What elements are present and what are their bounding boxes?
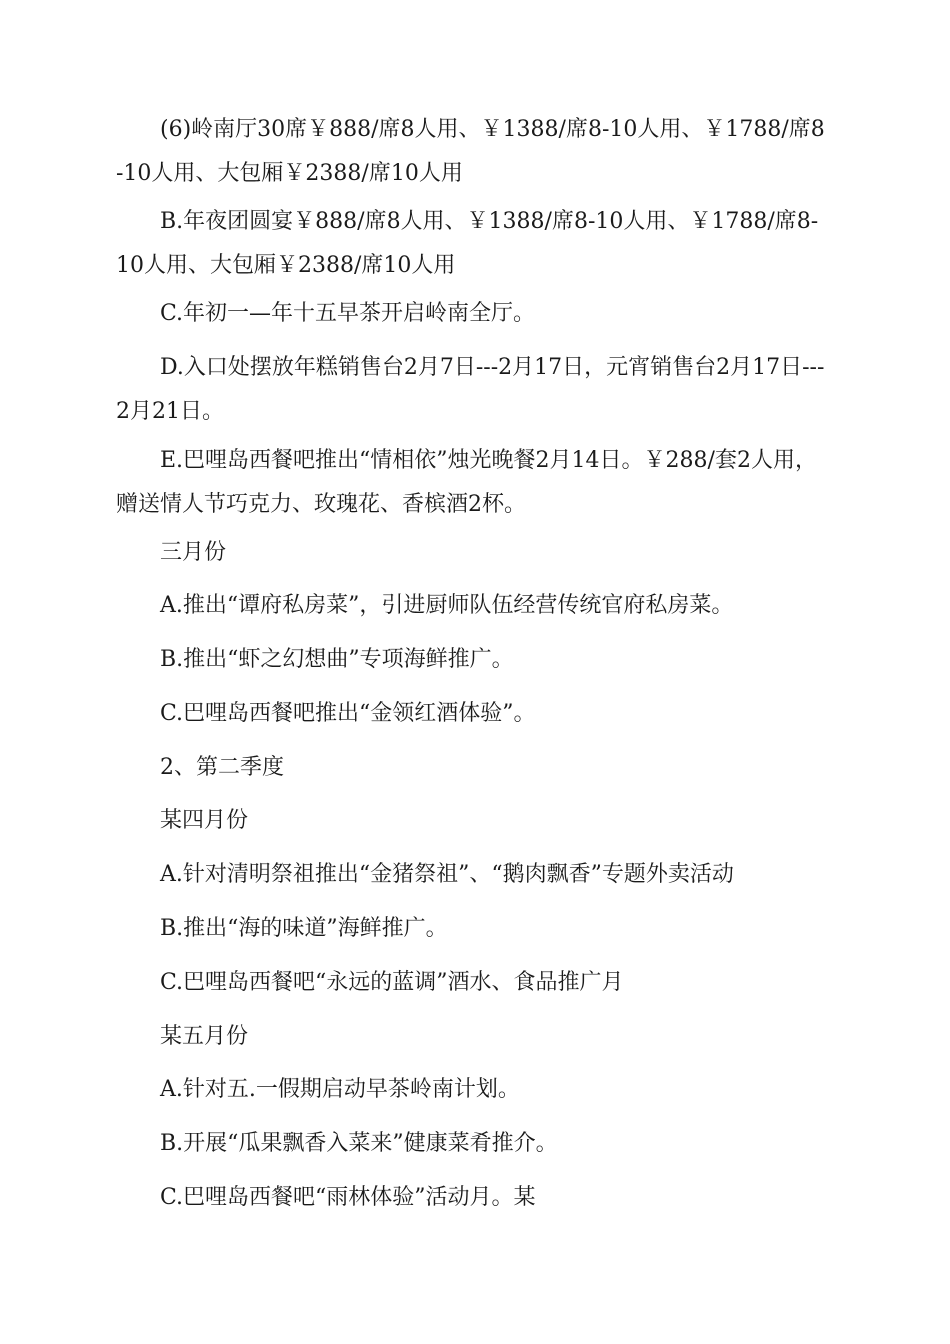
paragraph-lingnan-hall-banquet: (6)岭南厅30席￥888/席8人用、￥1388/席8-10人用、￥1788/席8-10人用、大包厢￥2388/席10人用 [116,117,825,186]
paragraph-valentine-dinner: E.巴哩岛西餐吧推出“情相依”烛光晚餐2月14日。￥288/套2人用，赠送情人节巧克力、玫瑰花、香槟酒2杯。 [116,448,817,517]
paragraph-may-c: C.巴哩岛西餐吧“雨林体验”活动月。某 [160,1185,536,1210]
heading-second-quarter: 2、第二季度 [160,755,284,780]
paragraph-april-b: B.推出“海的味道”海鲜推广。 [160,916,448,941]
paragraph-april-c: C.巴哩岛西餐吧“永远的蓝调”酒水、食品推广月 [160,970,624,995]
heading-march: 三月份 [160,540,227,565]
paragraph-march-b: B.推出“虾之幻想曲”专项海鲜推广。 [160,647,514,672]
heading-may: 某五月份 [160,1024,249,1049]
paragraph-new-year-eve-banquet: B.年夜团圆宴￥888/席8人用、￥1388/席8-10人用、￥1788/席8-10人用、大包厢￥2388/席10人用 [116,209,819,278]
paragraph-march-a: A.推出“谭府私房菜”，引进厨师队伍经营传统官府私房菜。 [160,593,734,618]
paragraph-april-a: A.针对清明祭祖推出“金猪祭祖”、“鹅肉飘香”专题外卖活动 [160,862,734,887]
heading-april: 某四月份 [160,808,249,833]
paragraph-morning-tea: C.年初一—年十五早茶开启岭南全厅。 [160,301,536,326]
paragraph-march-c: C.巴哩岛西餐吧推出“金领红酒体验”。 [160,701,536,726]
paragraph-sales-counters: D.入口处摆放年糕销售台2月7日---2月17日，元宵销售台2月17日---2月21日。 [116,355,825,424]
paragraph-may-a: A.针对五.一假期启动早茶岭南计划。 [160,1077,520,1102]
paragraph-may-b: B.开展“瓜果飘香入菜来”健康菜肴推介。 [160,1131,558,1156]
